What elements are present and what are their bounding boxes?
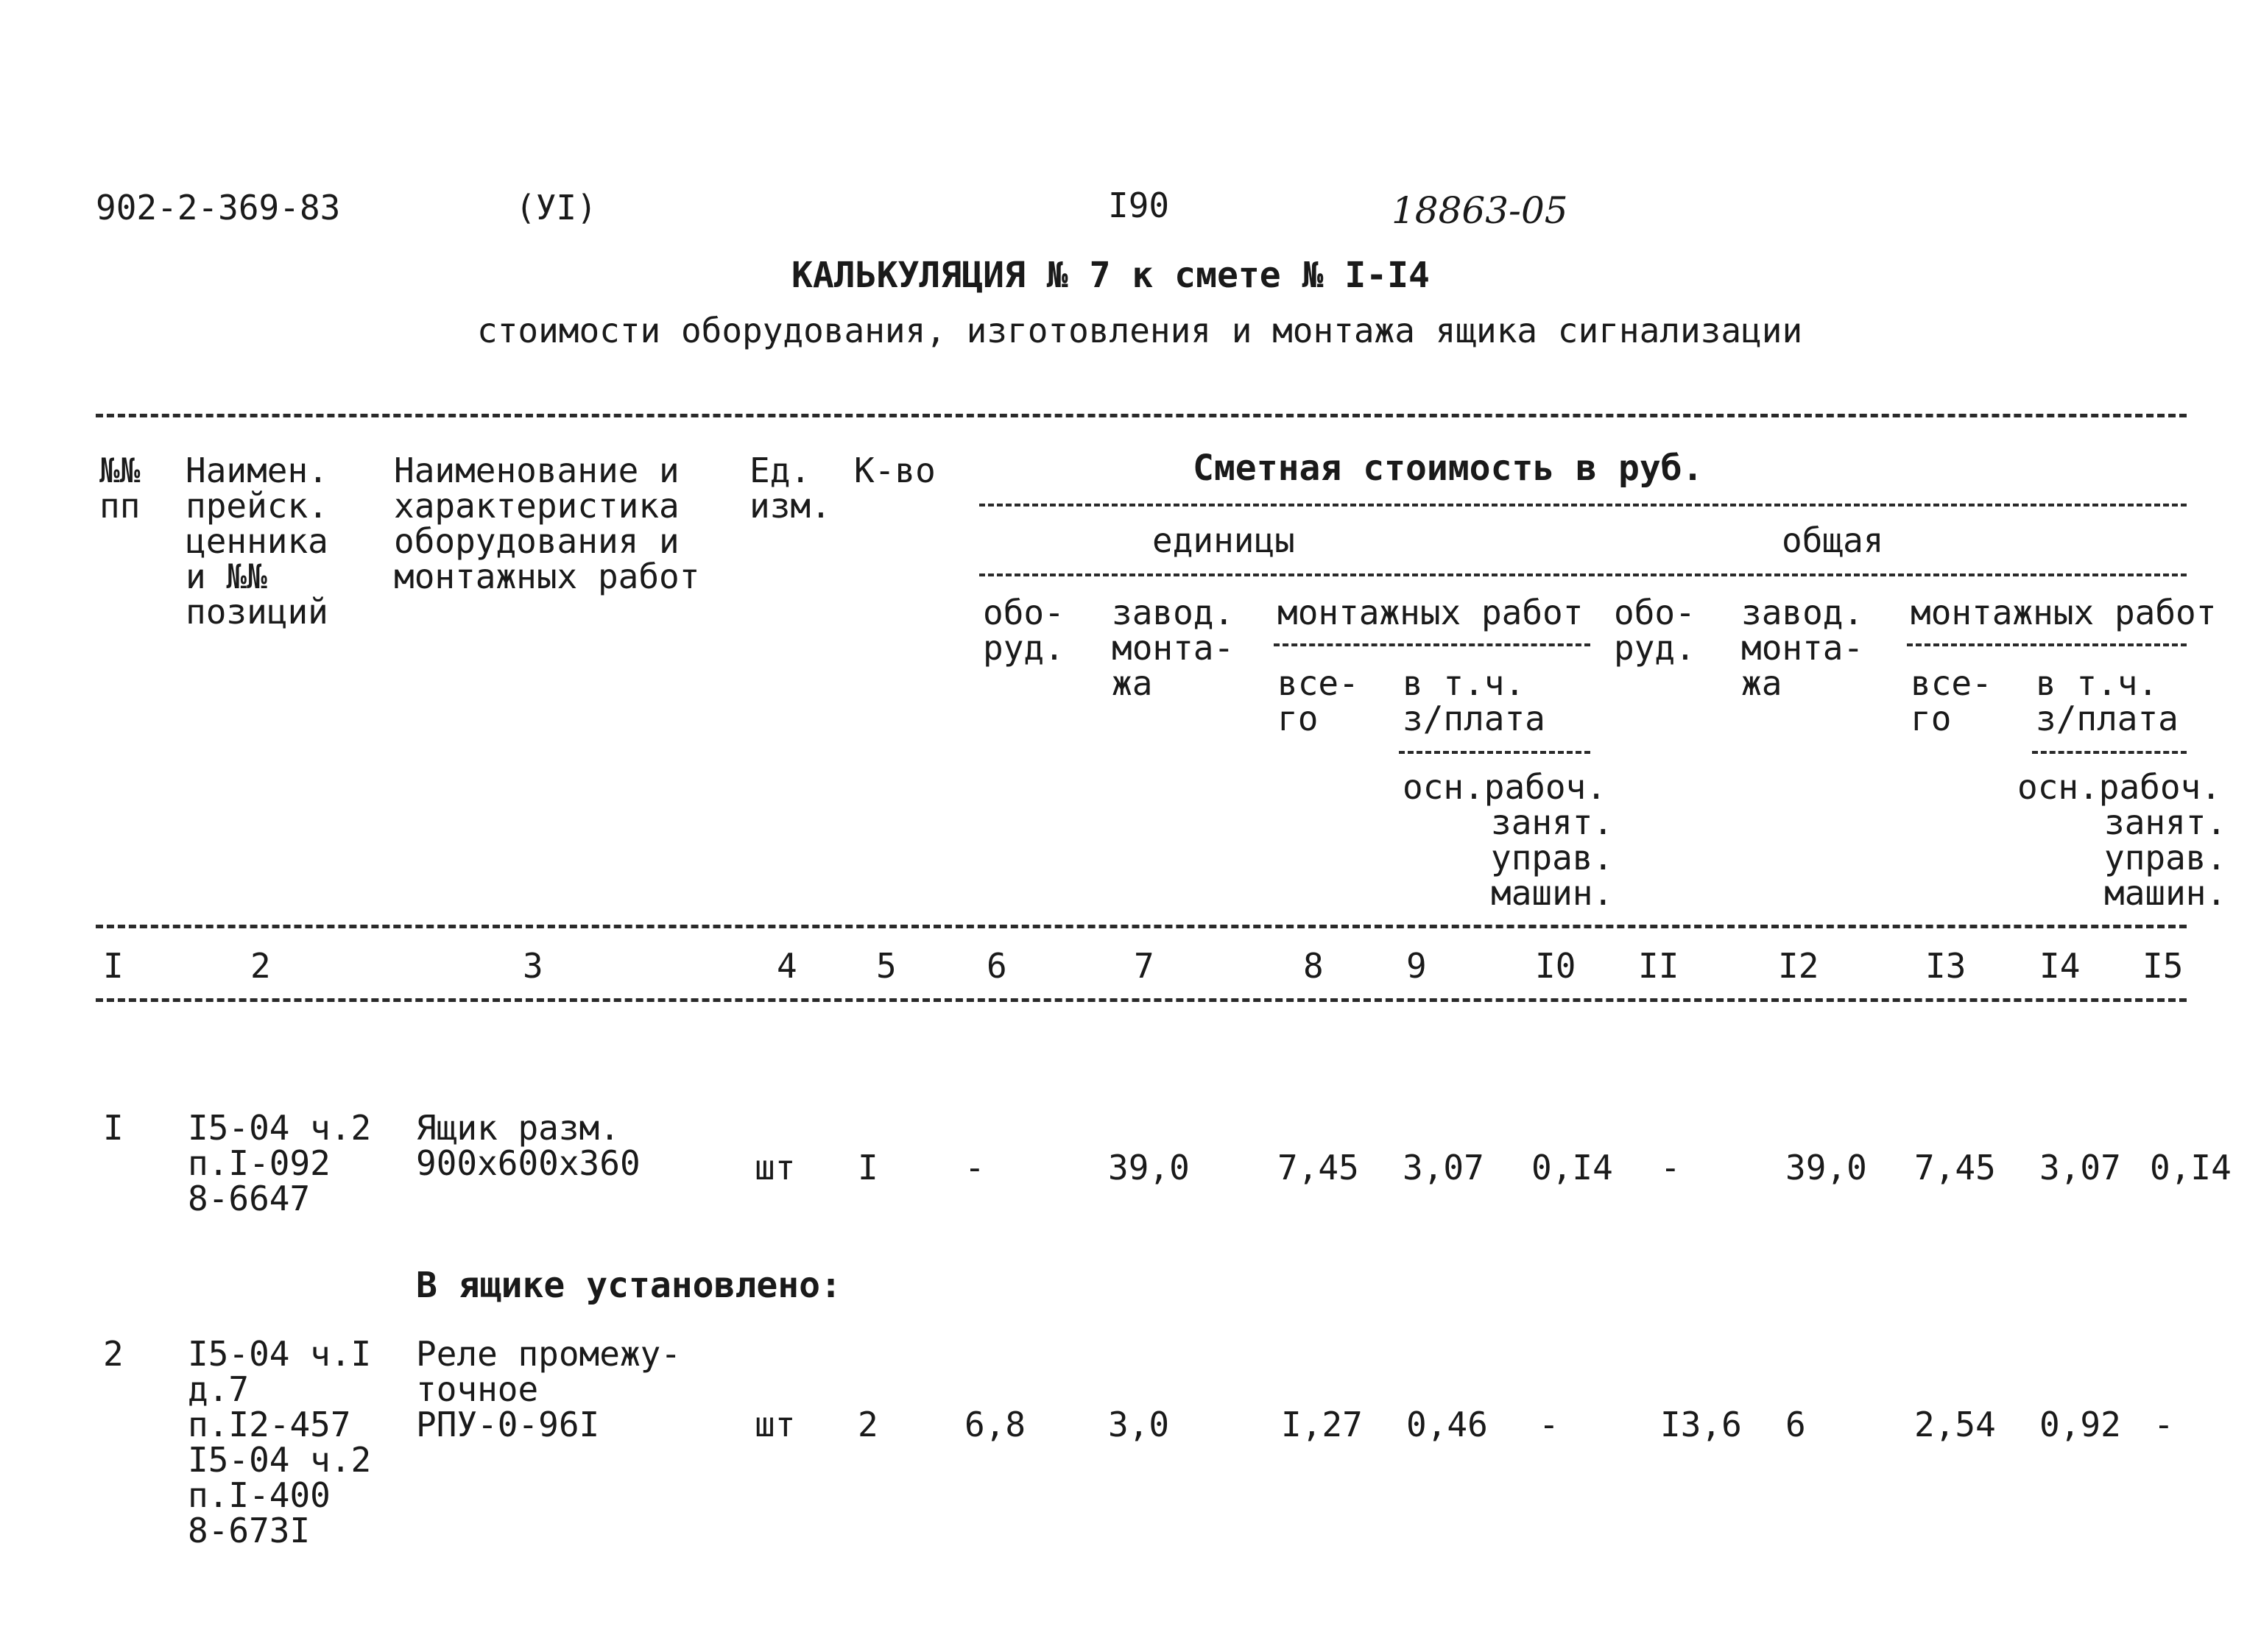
handwritten-number: 18863-05 [1391,189,1568,232]
header-col4-line1: Ед. [749,451,811,490]
row-code-line: I5-04 ч.I [188,1334,372,1374]
header-total-zavod-1: завод. [1741,593,1864,632]
header-col2-line5: позиций [186,592,328,632]
row-code-line: I5-04 ч.2 [188,1440,372,1480]
column-number: 8 [1303,946,1324,986]
calculation-subtitle: стоимости оборудования, изготовления и монтажа ящика сигнализации [477,311,1803,350]
row-code-line: п.I-400 [188,1475,331,1515]
row-number: 2 [103,1334,124,1374]
row-number: I [103,1108,124,1148]
row-name-line: 900х600х360 [416,1143,641,1183]
column-number: 3 [523,946,543,986]
montazh-total-rule [1907,643,2187,646]
row-c11: I3,6 [1660,1405,1742,1444]
header-total-oborud-2: руд. [1614,628,1696,668]
row-c10: - [1539,1405,1559,1444]
row-c9: 0,46 [1406,1405,1488,1444]
header-total-group: общая [1782,520,1884,560]
header-unit-oborud-2: руд. [983,628,1065,668]
column-number: I3 [1925,946,1967,986]
header-total-vsego-1: все- [1911,663,1992,703]
calculation-title: КАЛЬКУЛЯЦИЯ № 7 к смете № I-I4 [791,255,1430,296]
row-c15: 0,I4 [2150,1148,2232,1187]
column-number: 6 [987,946,1007,986]
row-c6: 6,8 [964,1405,1026,1444]
header-col2-line3: ценника [186,521,328,561]
row-code-line: I5-04 ч.2 [188,1108,372,1148]
row-code-line: 8-6647 [188,1179,311,1218]
header-total-osn: осн.рабоч. [2017,767,2221,807]
header-unit-group: единицы [1152,520,1295,560]
header-col1-line2: пп [99,486,141,526]
row-c8: 7,45 [1277,1148,1359,1187]
row-code-line: п.I2-457 [188,1405,351,1444]
row-name-line: точное [416,1369,539,1409]
row-qty: 2 [858,1405,878,1444]
header-col2-line4: и №№ [186,557,267,596]
header-total-vtch-2: з/плата [2036,699,2179,738]
montazh-unit-rule [1274,643,1590,646]
column-number: I4 [2039,946,2081,986]
zplata-unit-rule [1399,751,1590,754]
header-unit-zavod-1: завод. [1112,593,1235,632]
column-number: I [103,946,124,986]
column-numbers-rule [96,998,2187,1002]
row-c7: 3,0 [1108,1405,1170,1444]
row-unit: шт [755,1405,796,1444]
column-number: I2 [1778,946,1819,986]
row-c7: 39,0 [1108,1148,1190,1187]
header-total-oborud-1: обо- [1614,593,1696,632]
header-col3-line4: монтажных работ [394,557,700,596]
header-unit-vsego-1: все- [1277,663,1359,703]
header-col2-line1: Наимен. [186,451,328,490]
header-total-sub-2: управ. [2104,838,2227,878]
column-number: I5 [2142,946,2184,986]
row-c8: I,27 [1281,1405,1363,1444]
row-code-line: 8-673I [188,1511,311,1550]
header-col3-line1: Наименование и [394,451,680,490]
header-unit-sub-1: занят. [1491,802,1614,842]
header-total-zavod-2: монта- [1741,628,1864,668]
row-c12: 6 [1785,1405,1806,1444]
row-c11: - [1660,1148,1681,1187]
document-code: 902-2-369-83 [96,188,341,227]
volume-label: (УI) [515,188,597,227]
row-c13: 7,45 [1914,1148,1996,1187]
header-total-sub-1: занят. [2104,802,2227,842]
header-cost-group: Сметная стоимость в руб. [1193,448,1704,489]
column-number: I0 [1535,946,1576,986]
row-c14: 3,07 [2039,1148,2121,1187]
column-number: 7 [1134,946,1154,986]
section-note: В ящике установлено: [416,1265,842,1306]
column-number: 9 [1406,946,1427,986]
header-unit-vsego-2: го [1277,699,1319,738]
header-total-vtch-1: в т.ч. [2036,663,2159,703]
header-unit-oborud-1: обо- [983,593,1065,632]
page-number: I90 [1108,186,1170,225]
column-number: II [1638,946,1679,986]
header-unit-sub-3: машин. [1491,873,1614,913]
unit-total-rule [979,573,2187,576]
header-unit-zavod-2: монта- [1112,628,1235,668]
header-col5: К-во [854,451,936,490]
header-unit-osn: осн.рабоч. [1403,767,1606,807]
header-unit-sub-2: управ. [1491,838,1614,878]
row-unit: шт [755,1148,796,1187]
header-unit-vtch-2: з/плата [1403,699,1545,738]
cost-group-rule [979,504,2187,506]
header-col1-line1: №№ [99,451,141,490]
row-c9: 3,07 [1403,1148,1484,1187]
column-number: 2 [250,946,271,986]
row-c13: 2,54 [1914,1405,1996,1444]
header-col3-line2: характеристика [394,486,680,526]
header-col4-line2: изм. [749,486,831,526]
column-number: 5 [876,946,897,986]
header-unit-montazh: монтажных работ [1277,593,1584,632]
header-col2-line2: прейск. [186,486,328,526]
row-qty: I [858,1148,878,1187]
row-c10: 0,I4 [1531,1148,1613,1187]
header-bottom-rule [96,925,2187,928]
row-name-line: Ящик разм. [416,1108,620,1148]
zplata-total-rule [2032,751,2187,754]
row-c15: - [2154,1405,2174,1444]
row-c14: 0,92 [2039,1405,2121,1444]
row-c12: 39,0 [1785,1148,1867,1187]
header-unit-vtch-1: в т.ч. [1403,663,1525,703]
row-code-line: д.7 [188,1369,250,1409]
header-unit-zavod-3: жа [1112,663,1153,703]
row-name-line: РПУ-0-96I [416,1405,600,1444]
header-total-montazh: монтажных работ [1911,593,2217,632]
row-code-line: п.I-092 [188,1143,331,1183]
table-top-rule [96,414,2187,417]
header-total-vsego-2: го [1911,699,1952,738]
header-total-sub-3: машин. [2104,873,2227,913]
header-col3-line3: оборудования и [394,521,680,561]
row-name-line: Реле промежу- [416,1334,682,1374]
row-c6: - [964,1148,985,1187]
column-number: 4 [777,946,797,986]
header-total-zavod-3: жа [1741,663,1782,703]
